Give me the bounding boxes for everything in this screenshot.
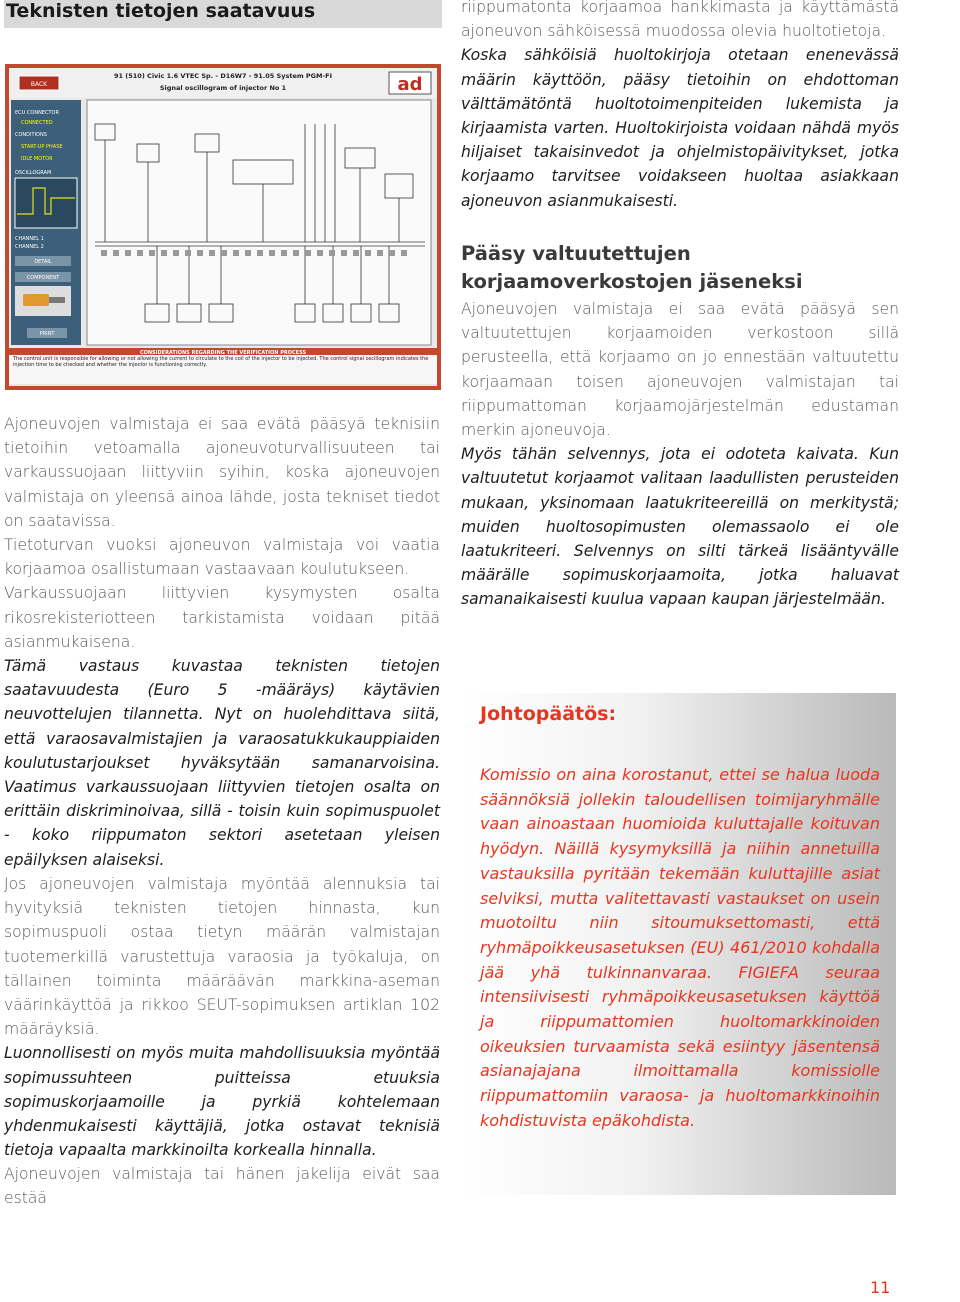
page-title: Teknisten tietojen saatavuus	[4, 0, 442, 28]
shot-btn-startup: START-UP PHASE	[21, 144, 63, 150]
right-column-top	[461, 0, 899, 213]
shot-header-line1: 91 (510) Civic 1.6 VTEC Sp. - D16W7 - 91.05 System PGM-FI	[113, 72, 333, 80]
left-paragraph-1: Ajoneuvojen valmistaja ei saa evätä pääsyä teknisiin tietoihin vetoamalla ajoneuvoturvallisuuteen tai varkaussuojaan liittyviin syihin, koska ajoneuvojen valmistaja on yleensä ainoa lähde, josta tekniset tiedot on saatavissa.	[4, 415, 440, 530]
right-paragraph-1: riippumatonta korjaamoa hankkimasta ja käyttämästä ajoneuvon sähköisessä muodossa olevia huoltotietoja.	[461, 0, 899, 41]
shot-btn-ecu: ECU CONNECTOR	[15, 110, 59, 116]
right-paragraph-2-italic: Myös tähän selvennys, jota ei odoteta kaivata. Kun valtuutetut korjaamot valitaan laadullisten perusteiden mukaan, yksinomaan laatukriteereillä on merkitystä; muiden huoltosopimusten olemassaolo ei ole laatukriteeri. Selvennys on silti tärkeä lisääntyvälle määrälle sopimuskorjaamoita, jotka haluavat samanaikaisesti kuulua vapaan kaupan järjestelmään.	[461, 445, 899, 609]
shot-btn-conditions: CONDITIONS	[15, 132, 47, 138]
conclusion-heading: Johtopäätös:	[480, 703, 617, 725]
left-paragraph-2: Tietoturvan vuoksi ajoneuvon valmistaja voi vaatia korjaamoa osallistumaan vastaavaan koulutukseen.	[4, 536, 440, 579]
shot-btn-back: BACK	[30, 81, 48, 88]
shot-channel2: CHANNEL 2	[15, 244, 44, 250]
shot-logo: ad	[397, 74, 423, 95]
section-heading: Pääsy valtuutettujen korjaamoverkostojen jäseneksi	[461, 242, 803, 293]
shot-btn-print: PRINT	[39, 331, 55, 337]
left-paragraph-5: Jos ajoneuvojen valmistaja myöntää alennuksia tai hyvityksiä teknisten tietojen hinnasta, kun sopimuspuoli ostaa tietyn määrän valmistajan tuotemerkillä varustettuja varaosia ja työkaluja, on tällainen toiminta määräävän markkina-aseman väärinkäyttöä ja rikkoo SEUT-sopimuksen artiklan 102 määräyksiä.	[4, 875, 440, 1039]
left-column-middle	[4, 872, 440, 1162]
right-paragraph-1-italic: Koska sähköisiä huoltokirjoja otetaan enenevässä määrin käyttöön, pääsy tietoihin on ehdottoman välttämätöntä huoltotoimenpiteiden lukemista ja kirjaamista varten. Huoltokirjoista voidaan nähdä myös hiljaiset takaisinvedot ja ohjelmistopäivitykset, jotka korjaamo tarvitsee voidakseen huoltaa asiakkaan ajoneuvon asianmukaisesti.	[461, 46, 899, 210]
shot-channel1: CHANNEL 1	[15, 236, 44, 242]
conclusion-text: Komissio on aina korostanut, ettei se halua luoda säännöksiä jollekin taloudellisen toimijaryhmälle vaan ainoastaan huomioida kuluttajalle koituvan hyödyn. Näillä kysymyksillä ja niihin annetuilla vastauksilla pyritään tekemään kuluttajille asiat selviksi, mutta valitettavasti vastaukset on usein muotoiltu niin sitoumuksettomasti, että ryhmäpoikkeusasetuksen (EU) 461/2010 kohdalla jää yhä tulkinnanvaraa. FIGIEFA seuraa intensiivisesti ryhmäpoikkeusasetuksen käyttöä ja riippumattomien huoltomarkkinoiden oikeuksien turvaamista sekä esiintyy jäsentensä asianajajana ilmoittamalla komissiolle riippumattomiin varaosa- ja huoltomarkkinoihin kohdistuvista epäkohdista.	[480, 765, 880, 1130]
shot-btn-idle: IDLE MOTOR	[21, 156, 53, 162]
right-column-bottom	[461, 297, 899, 612]
shot-btn-connected: CONNECTED	[21, 120, 53, 126]
shot-footer-text: The control unit is responsible for allowing or not allowing the current to circulate to the coil of the injector to be injected. The control signal oscillogram indicates the injection time to be checked and whether the injector is functioning correctly.	[13, 356, 429, 368]
left-paragraph-3: Varkaussuojaan liittyvien kysymysten osalta rikosrekisteriotteen tarkistamista voidaan pitää asianmukaisena.	[4, 584, 440, 651]
diagnostic-screenshot	[5, 64, 441, 390]
shot-btn-component: COMPONENT	[26, 275, 60, 281]
shot-btn-oscillogram: OSCILLOGRAM	[15, 170, 52, 176]
shot-footer-title: CONSIDERATIONS REGARDING THE VERIFICATION PROCESS	[139, 350, 307, 356]
shot-btn-detail: DETAIL	[34, 259, 52, 265]
shot-header-line2: Signal oscillogram of injector No 1	[159, 84, 287, 92]
left-paragraph-6: Luonnollisesti on myös muita mahdollisuuksia myöntää sopimussuhteen puitteissa etuuksia sopimuskorjaamoille ja pyrkiä kohtelemaan yhdenmukaisesti käyttäjiä, jotka ostavat teknisiä tietoja vapaalta markkinoilta korkealla hinnalla.	[4, 1044, 440, 1160]
right-paragraph-2: Ajoneuvojen valmistaja ei saa evätä pääsyä sen valtuutettujen korjaamoiden verkostoon sillä perusteella, että korjaamo on jo ennestään valtuutettu korjaamaan toisen ajoneuvojen valmistajan tai riippumattoman korjaamojärjestelmän edustaman merkin ajoneuvoja.	[461, 300, 899, 440]
conclusion-box	[460, 693, 896, 1195]
left-column-bottom	[4, 1162, 440, 1210]
left-paragraph-7: Ajoneuvojen valmistaja tai hänen jakelija eivät saa estää	[4, 1165, 440, 1208]
left-column-top	[4, 412, 440, 872]
left-paragraph-4: Tämä vastaus kuvastaa teknisten tietojen saatavuudesta (Euro 5 -määräys) käytävien neuvottelujen tilannetta. Nyt on huolehdittava siitä, että varaosavalmistajien ja varaosatukkukauppiaiden koulutustarjoukset hyväksytään samanarvoisina. Vaatimus varkaussuojaan liittyvien tietojen osalta on erittäin diskriminoivaa, sillä - toisin kuin sopimuspuolet - koko riippumaton sektori asetetaan yleisen epäilyksen alaiseksi.	[4, 657, 440, 869]
page-number: 11	[870, 1278, 891, 1297]
